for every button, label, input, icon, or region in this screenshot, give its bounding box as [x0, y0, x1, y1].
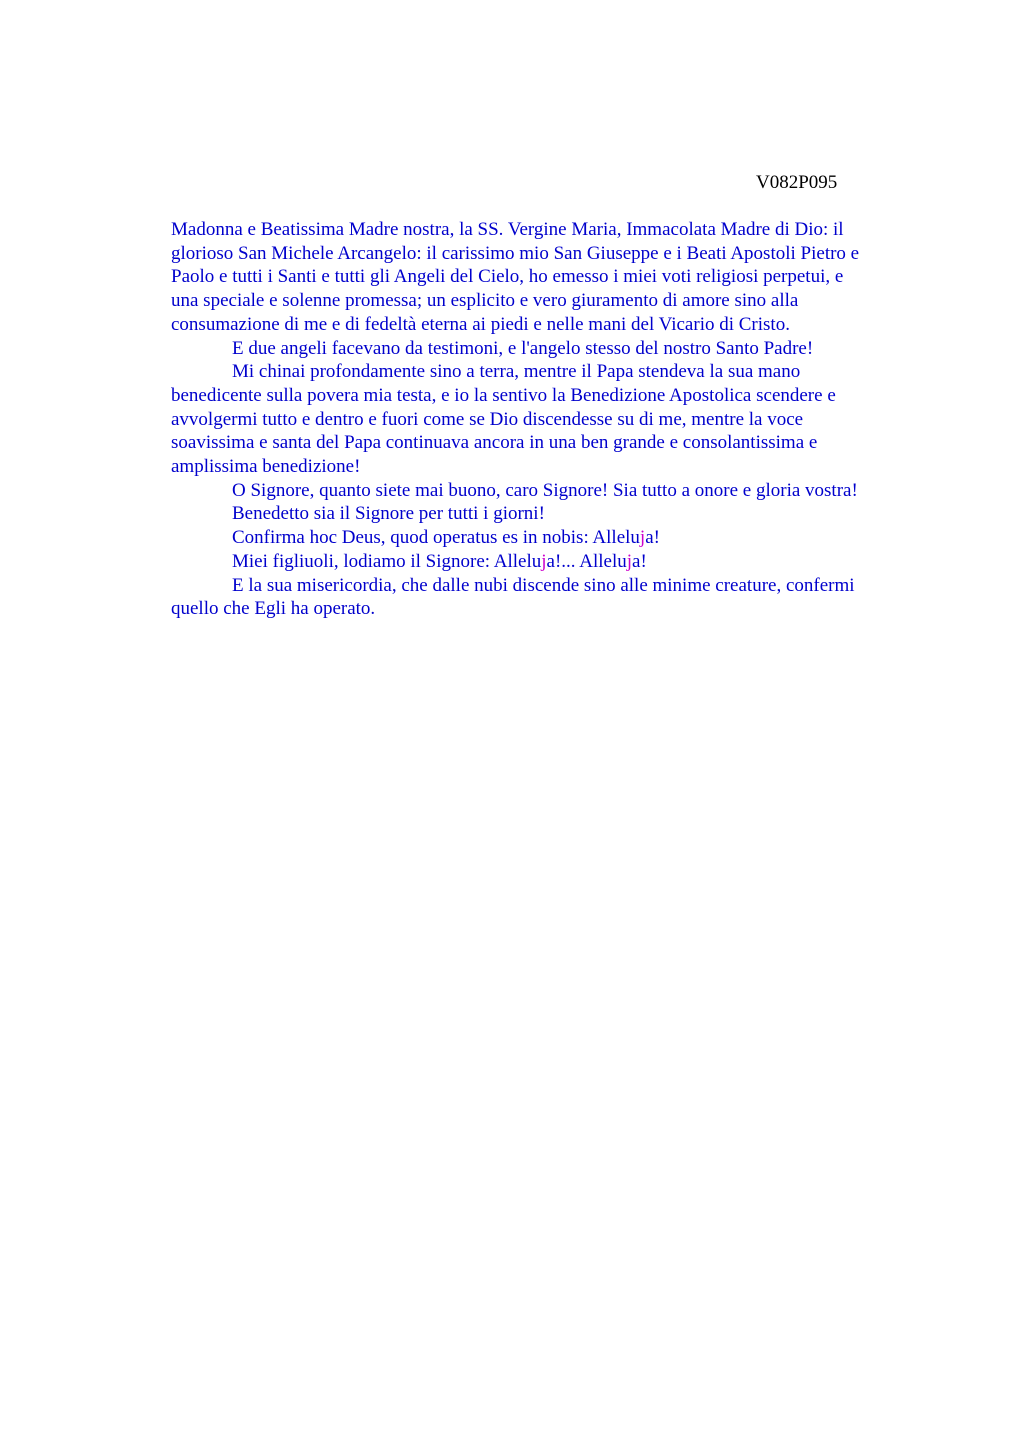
- text-line: una speciale e solenne promessa; un esplicito e vero giuramento di amore sino alla: [171, 290, 799, 312]
- text-line: glorioso San Michele Arcangelo: il carissimo mio San Giuseppe e i Beati Apostoli Pietro e: [171, 242, 860, 264]
- highlighted-letter: j: [541, 550, 547, 572]
- text-line: soavissima e santa del Papa continuava ancora in una ben grande e consolantissima e: [171, 432, 818, 454]
- text-line: Benedetto sia il Signore per tutti i giorni!: [232, 503, 545, 525]
- text-segment: a!... Allelu: [546, 550, 627, 572]
- text-segment: a!: [632, 550, 647, 572]
- text-line: benedicente sulla povera mia testa, e io la sentivo la Benedizione Apostolica scendere e: [171, 384, 836, 406]
- text-line: quello che Egli ha operato.: [171, 598, 376, 620]
- text-line: E la sua misericordia, che dalle nubi discende sino alle minime creature, confermi: [232, 574, 855, 596]
- highlighted-letter: j: [626, 550, 633, 572]
- text-line: Mi chinai profondamente sino a terra, mentre il Papa stendeva la sua mano: [232, 361, 801, 383]
- text-line: E due angeli facevano da testimoni, e l'angelo stesso del nostro Santo Padre!: [232, 337, 814, 359]
- document-body: [171, 218, 931, 621]
- text-line: Paolo e tutti i Santi e tutti gli Angeli del Cielo, ho emesso i miei voti religiosi perpetui, e: [171, 266, 844, 288]
- text-line: amplissima benedizione!: [171, 456, 361, 478]
- text-line-alleluja-2: [171, 550, 931, 574]
- text-segment: Confirma hoc Deus, quod operatus es in nobis: Allelu: [232, 527, 640, 549]
- text-segment: a!: [645, 527, 660, 549]
- text-line-alleluja-1: [171, 526, 931, 550]
- text-line: consumazione di me e di fedeltà eterna ai piedi e nelle mani del Vicario di Cristo.: [171, 313, 790, 335]
- text-segment: Miei figliuoli, lodiamo il Signore: Allelu: [232, 550, 542, 572]
- highlighted-letter: j: [639, 527, 646, 549]
- text-line: O Signore, quanto siete mai buono, caro Signore! Sia tutto a onore e gloria vostra!: [232, 479, 858, 501]
- page-id: V082P095: [756, 172, 838, 193]
- text-line: Madonna e Beatissima Madre nostra, la SS. Vergine Maria, Immacolata Madre di Dio: il: [171, 219, 844, 240]
- text-line: avvolgermi tutto e dentro e fuori come se Dio discendesse su di me, mentre la voce: [171, 408, 804, 430]
